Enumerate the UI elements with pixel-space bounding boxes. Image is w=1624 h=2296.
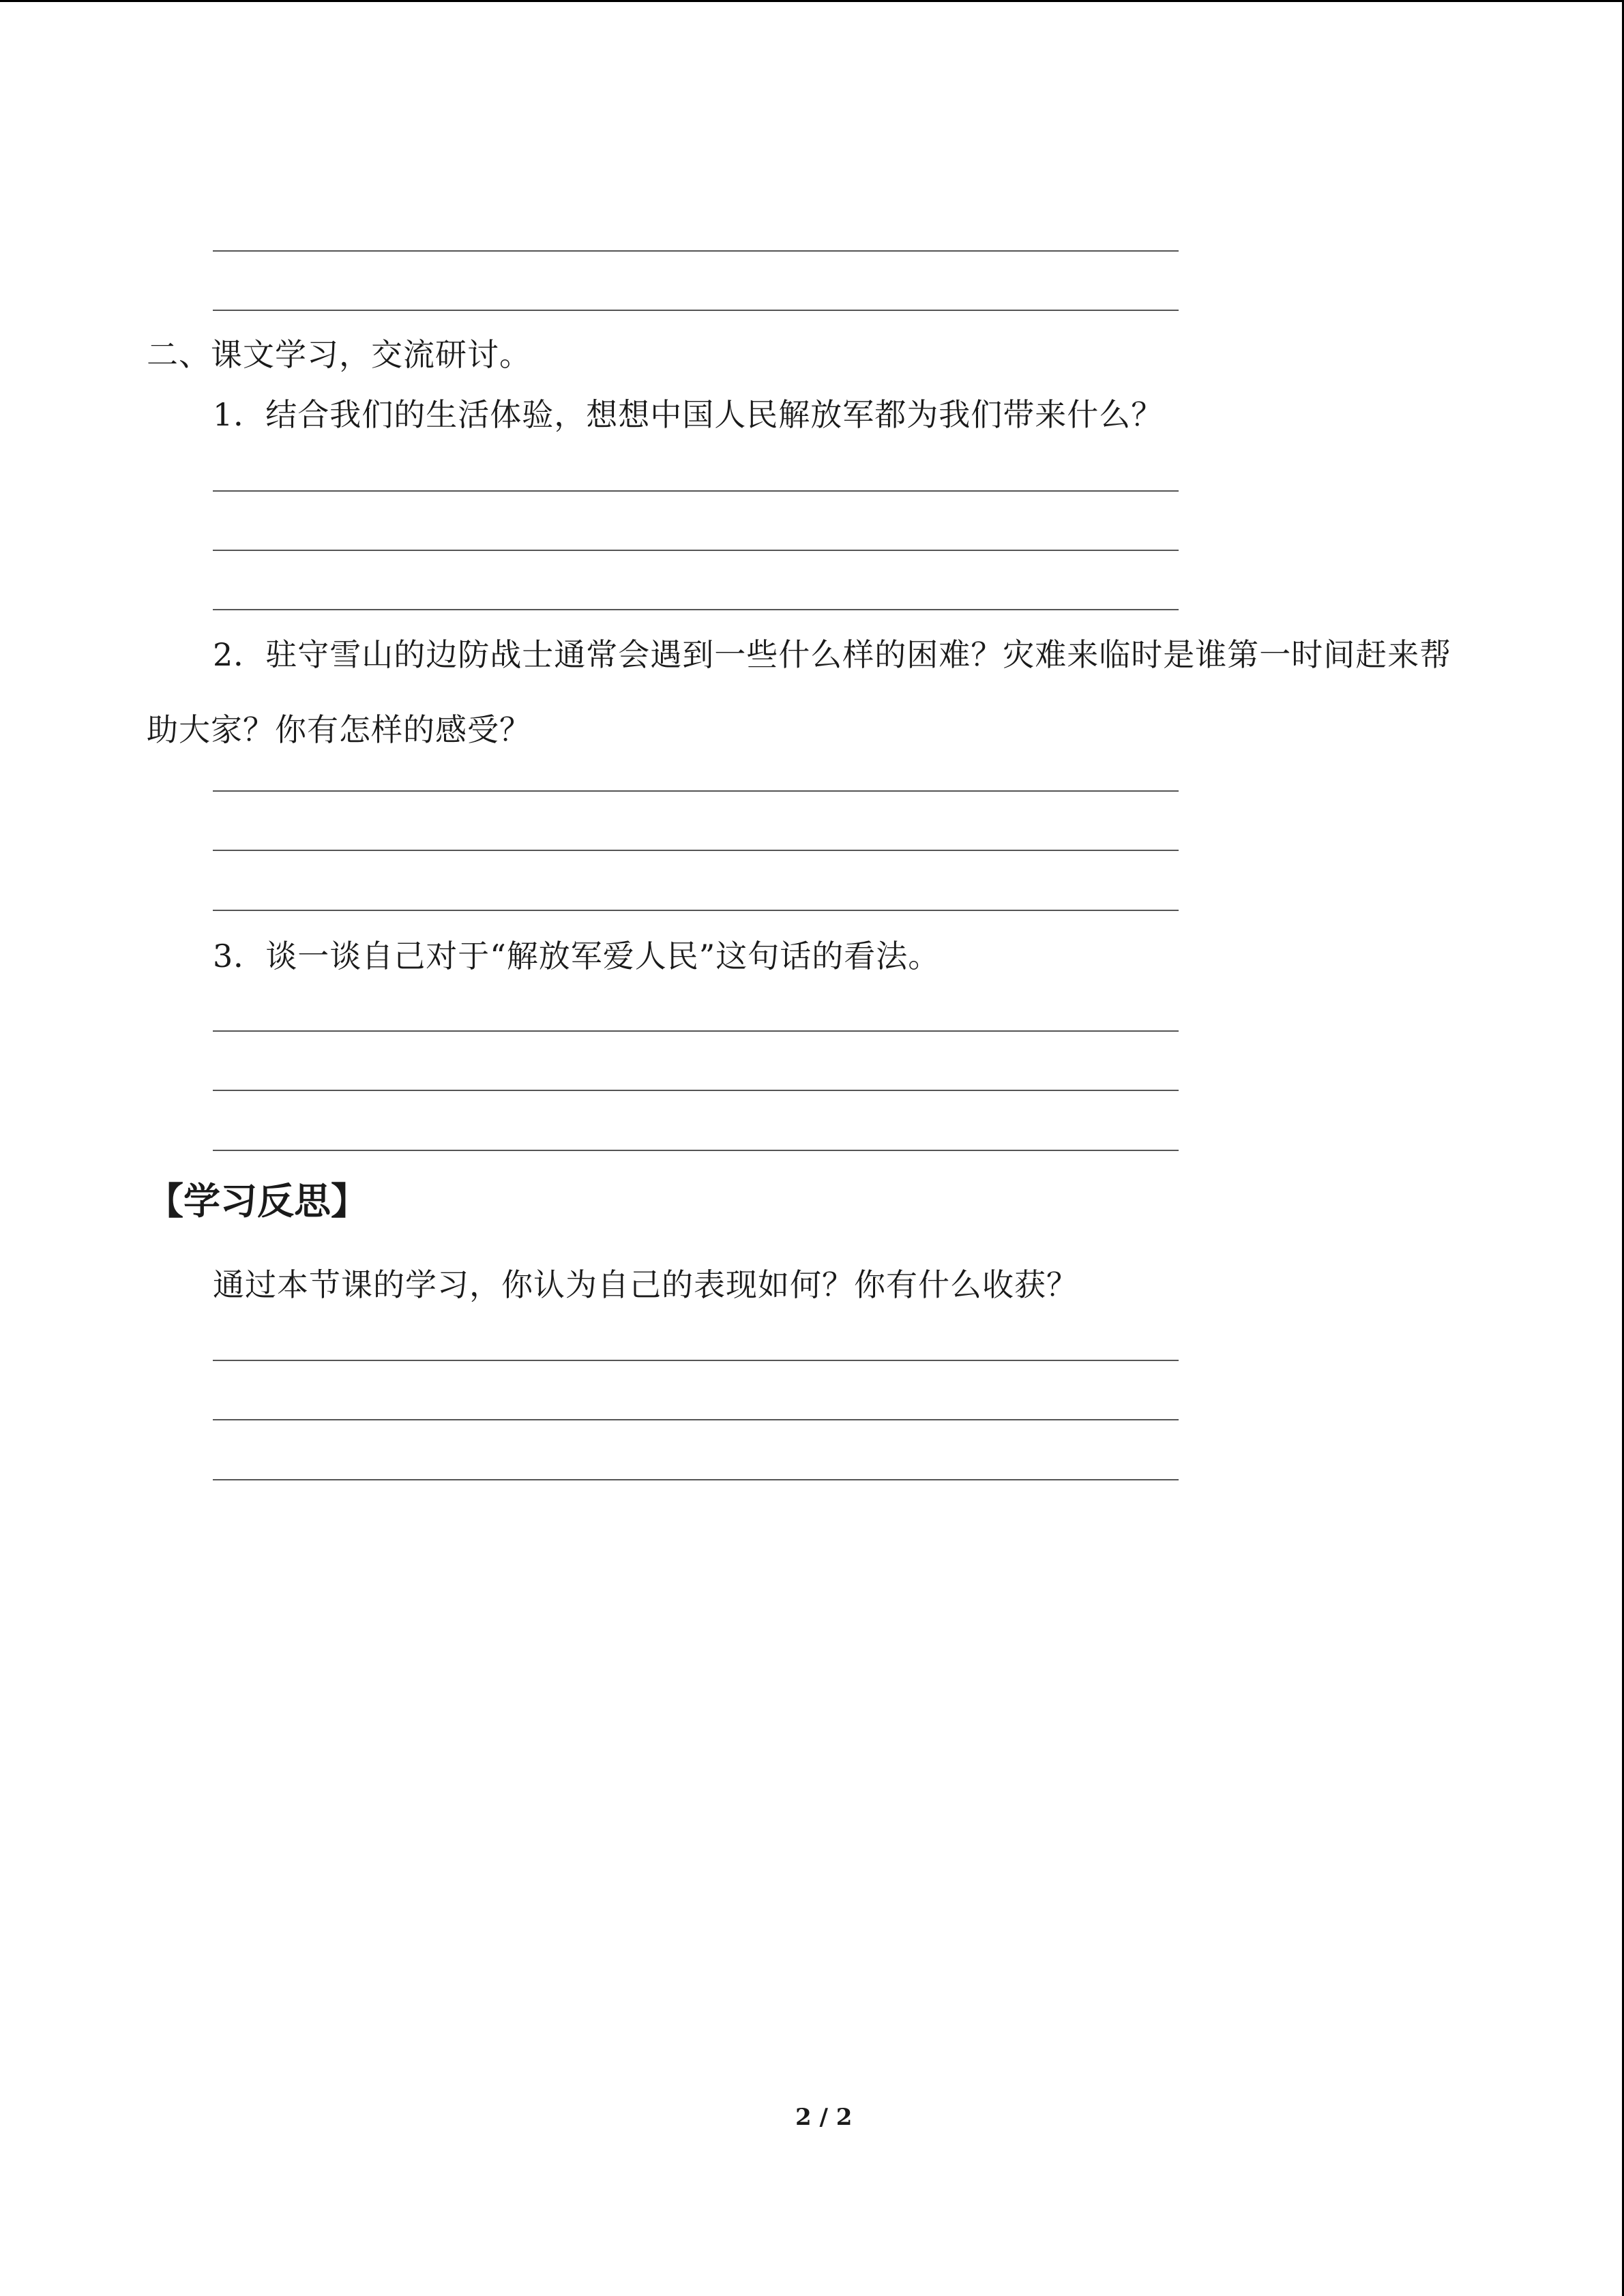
section-title: 二、课文学习，交流研讨。 (147, 336, 531, 373)
answer-line[interactable] (213, 250, 1179, 252)
answer-line[interactable] (213, 1479, 1179, 1480)
question-2: 2．驻守雪山的边防战士通常会遇到一些什么样的困难？灾难来临时是谁第一时间赶来帮助大家？你有怎样的感受？ (147, 636, 1452, 748)
question-1: 1．结合我们的生活体验，想想中国人民解放军都为我们带来什么？ (213, 396, 1164, 433)
answer-line[interactable] (213, 1090, 1179, 1091)
answer-line[interactable] (213, 1150, 1179, 1151)
answer-line[interactable] (213, 310, 1179, 311)
reflection-heading: 【学习反思】 (147, 1180, 368, 1223)
answer-line[interactable] (213, 1419, 1179, 1420)
answer-line[interactable] (213, 490, 1179, 492)
answer-line[interactable] (213, 609, 1179, 610)
answer-line[interactable] (213, 1030, 1179, 1032)
page-number: 2 / 2 (795, 2104, 853, 2131)
answer-line[interactable] (213, 790, 1179, 792)
answer-line[interactable] (213, 550, 1179, 551)
answer-line[interactable] (213, 910, 1179, 911)
answer-line[interactable] (213, 1360, 1179, 1361)
question-3: 3．谈一谈自己对于“解放军爱人民”这句话的看法。 (213, 938, 941, 974)
reflection-prompt: 通过本节课的学习，你认为自己的表现如何？你有什么收获？ (213, 1266, 1078, 1303)
answer-line[interactable] (213, 850, 1179, 851)
